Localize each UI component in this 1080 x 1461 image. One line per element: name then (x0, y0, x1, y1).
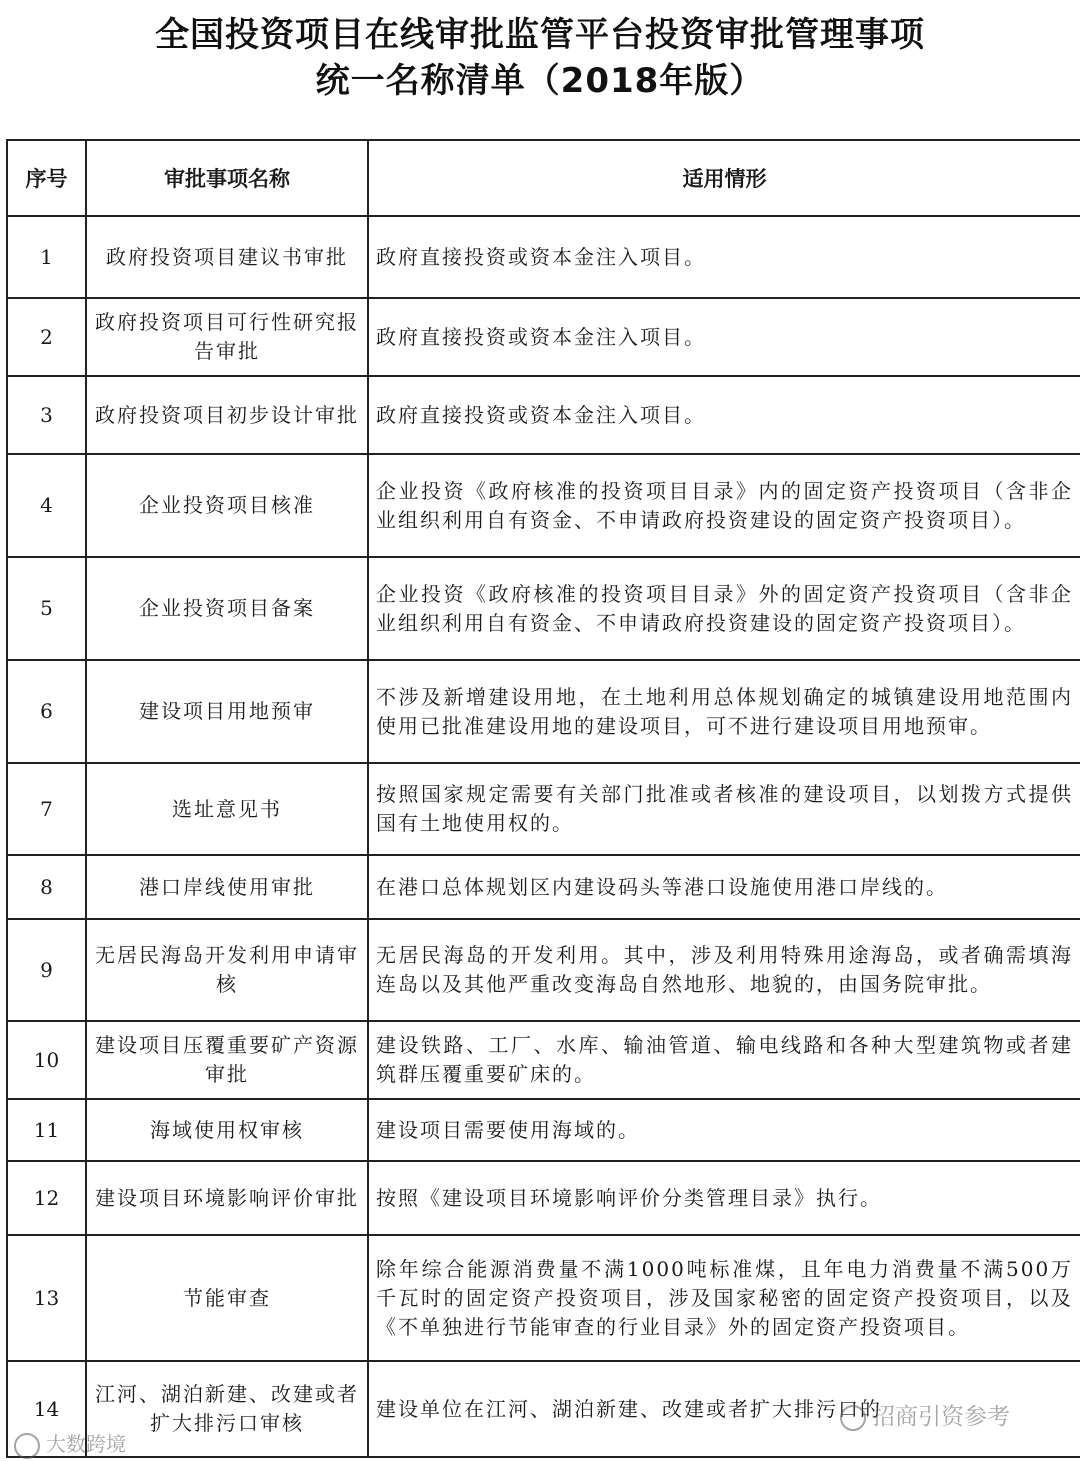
row-applicable-situation: 无居民海岛的开发利用。其中，涉及利用特殊用途海岛，或者确需填海连岛以及其他严重改变海岛自然地形、地貌的，由国务院审批。 (368, 919, 1080, 1021)
row-applicable-situation: 政府直接投资或资本金注入项目。 (368, 376, 1080, 454)
row-item-name: 港口岸线使用审批 (86, 855, 368, 919)
row-item-name: 节能审查 (86, 1235, 368, 1361)
row-index: 1 (7, 216, 86, 298)
row-index: 9 (7, 919, 86, 1021)
row-item-name: 无居民海岛开发利用申请审核 (86, 919, 368, 1021)
header-item-name: 审批事项名称 (86, 140, 368, 216)
row-index: 6 (7, 660, 86, 763)
watermark-right-text: 招商引资参考 (872, 1404, 1010, 1430)
row-index: 5 (7, 557, 86, 660)
row-index: 2 (7, 298, 86, 376)
row-item-name: 政府投资项目建议书审批 (86, 216, 368, 298)
row-applicable-situation: 政府直接投资或资本金注入项目。 (368, 216, 1080, 298)
title-line-1: 全国投资项目在线审批监管平台投资审批管理事项 (155, 15, 925, 55)
row-applicable-situation: 按照国家规定需要有关部门批准或者核准的建设项目，以划拨方式提供国有土地使用权的。 (368, 763, 1080, 855)
table-row (7, 1161, 1080, 1235)
row-applicable-situation: 政府直接投资或资本金注入项目。 (368, 298, 1080, 376)
table-row (7, 376, 1080, 454)
table-row (7, 454, 1080, 557)
row-index: 10 (7, 1021, 86, 1099)
document-title (0, 12, 1080, 104)
watermark-left (14, 1428, 126, 1459)
table-row (7, 1021, 1080, 1099)
row-item-name: 海域使用权审核 (86, 1099, 368, 1161)
table-row (7, 1235, 1080, 1361)
row-item-name: 企业投资项目备案 (86, 557, 368, 660)
row-index: 7 (7, 763, 86, 855)
row-item-name: 政府投资项目可行性研究报告审批 (86, 298, 368, 376)
row-item-name: 政府投资项目初步设计审批 (86, 376, 368, 454)
table-row (7, 919, 1080, 1021)
row-item-name: 建设项目压覆重要矿产资源审批 (86, 1021, 368, 1099)
table-row (7, 298, 1080, 376)
header-index: 序号 (7, 140, 86, 216)
row-applicable-situation: 建设项目需要使用海域的。 (368, 1099, 1080, 1161)
title-line-2: 统一名称清单（2018年版） (315, 61, 765, 101)
watermark-right (840, 1398, 1010, 1431)
row-applicable-situation: 在港口总体规划区内建设码头等港口设施使用港口岸线的。 (368, 855, 1080, 919)
row-index: 11 (7, 1099, 86, 1161)
row-item-name: 选址意见书 (86, 763, 368, 855)
row-item-name: 建设项目用地预审 (86, 660, 368, 763)
row-index: 13 (7, 1235, 86, 1361)
row-applicable-situation: 企业投资《政府核准的投资项目目录》内的固定资产投资项目（含非企业组织利用自有资金、不申请政府投资建设的固定资产投资项目）。 (368, 454, 1080, 557)
row-index: 12 (7, 1161, 86, 1235)
table-row (7, 557, 1080, 660)
watermark-logo-icon (14, 1433, 40, 1459)
row-index: 4 (7, 454, 86, 557)
row-applicable-situation: 建设单位在江河、湖泊新建、改建或者扩大排污口的 (368, 1361, 1080, 1457)
table-row (7, 1099, 1080, 1161)
row-index: 3 (7, 376, 86, 454)
row-index: 8 (7, 855, 86, 919)
row-applicable-situation: 建设铁路、工厂、水库、输油管道、输电线路和各种大型建筑物或者建筑群压覆重要矿床的。 (368, 1021, 1080, 1099)
watermark-left-text: 大数跨境 (46, 1432, 126, 1456)
row-item-name: 企业投资项目核准 (86, 454, 368, 557)
table-row (7, 855, 1080, 919)
row-item-name: 建设项目环境影响评价审批 (86, 1161, 368, 1235)
row-applicable-situation: 除年综合能源消费量不满1000吨标准煤，且年电力消费量不满500万千瓦时的固定资产投资项目，涉及国家秘密的固定资产投资项目，以及《不单独进行节能审查的行业目录》外的固定资产投资项目。 (368, 1235, 1080, 1361)
row-applicable-situation: 按照《建设项目环境影响评价分类管理目录》执行。 (368, 1161, 1080, 1235)
table-row (7, 216, 1080, 298)
row-index: 14 (7, 1361, 86, 1457)
table-row (7, 763, 1080, 855)
row-applicable-situation: 不涉及新增建设用地，在土地利用总体规划确定的城镇建设用地范围内使用已批准建设用地的建设项目，可不进行建设项目用地预审。 (368, 660, 1080, 763)
row-item-name: 江河、湖泊新建、改建或者扩大排污口审核 (86, 1361, 368, 1457)
table-row (7, 660, 1080, 763)
wechat-icon (840, 1405, 866, 1431)
approval-items-table (6, 139, 1080, 1458)
header-applicable-situation: 适用情形 (368, 140, 1080, 216)
row-applicable-situation: 企业投资《政府核准的投资项目目录》外的固定资产投资项目（含非企业组织利用自有资金、不申请政府投资建设的固定资产投资项目）。 (368, 557, 1080, 660)
table-header-row (7, 140, 1080, 216)
